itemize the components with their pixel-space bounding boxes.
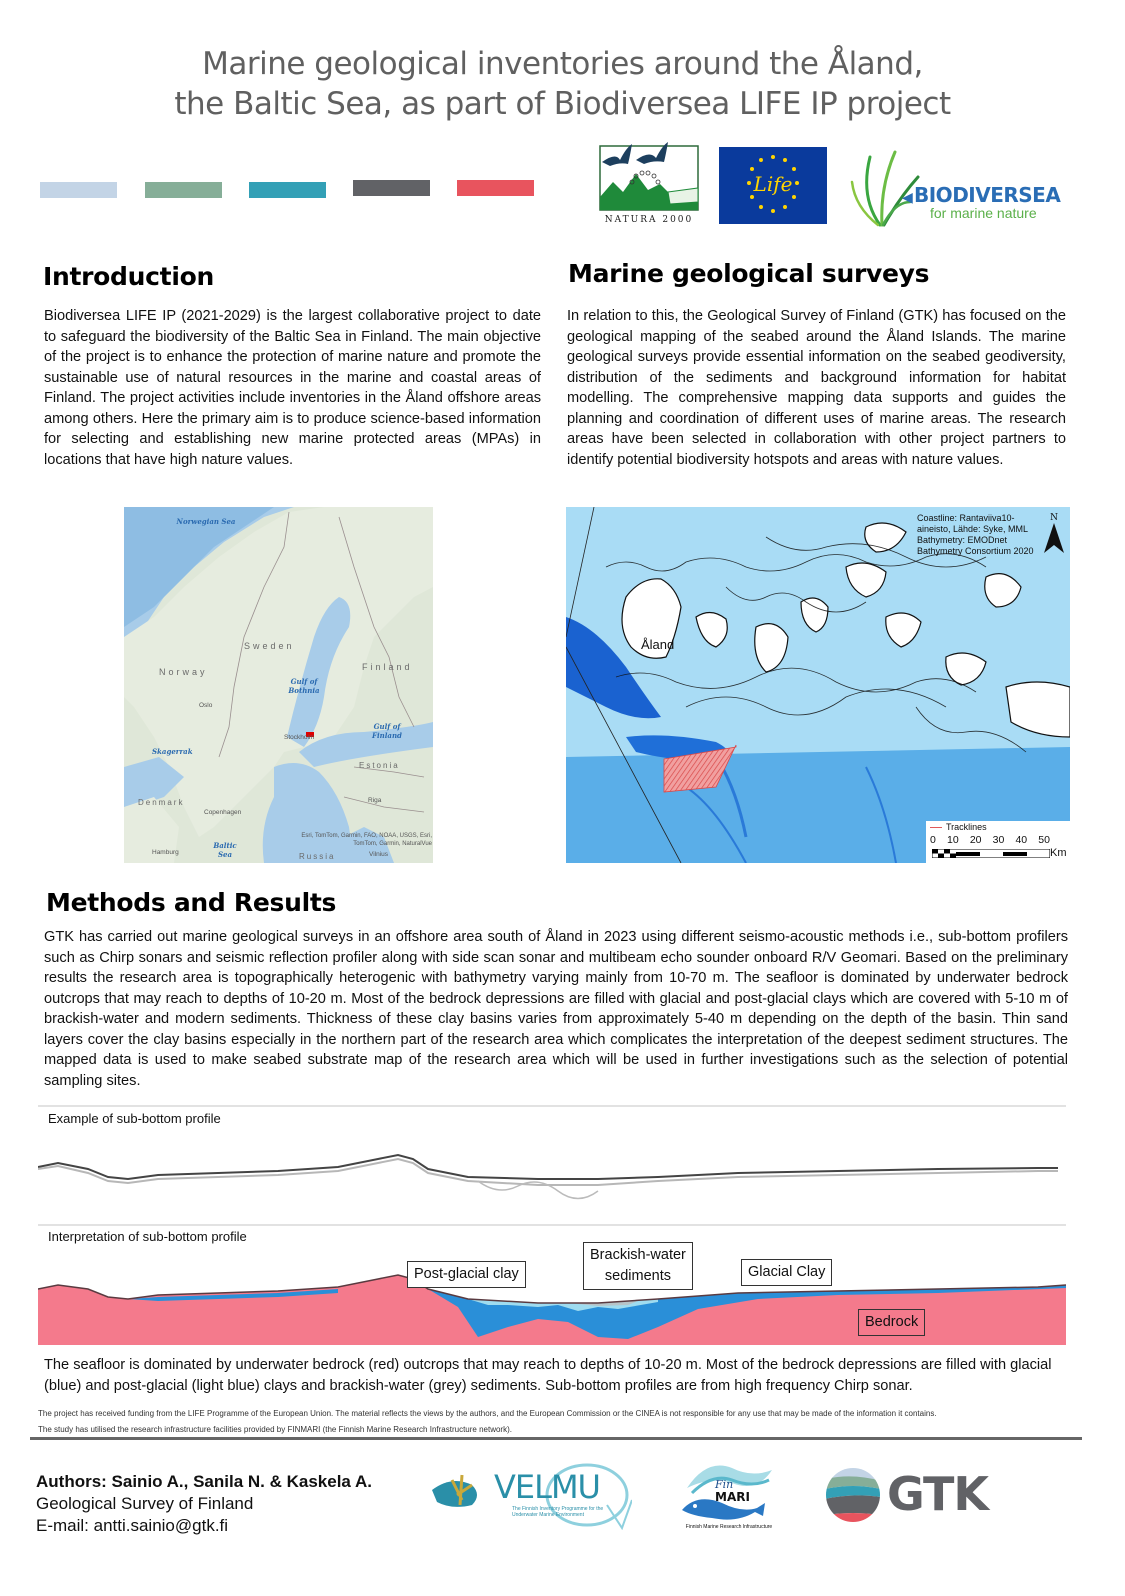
label-norwegian-sea: Norwegian Sea <box>176 517 236 526</box>
tracklines-legend: Tracklines <box>930 822 987 832</box>
organization: Geological Survey of Finland <box>36 1494 254 1513</box>
finmari-mari: MARI <box>715 1490 750 1504</box>
north-arrow-icon <box>1044 523 1064 553</box>
bathymetry-map-icon <box>566 507 1070 863</box>
trackline-swatch-icon <box>930 827 942 828</box>
gtk-globe-icon <box>825 1465 881 1525</box>
aland-label: Åland <box>641 637 675 652</box>
email-link[interactable]: E-mail: antti.sainio@gtk.fi <box>36 1516 229 1535</box>
methods-heading: Methods and Results <box>46 888 337 917</box>
velmu-logo <box>432 1460 632 1530</box>
callout-glacial-clay: Glacial Clay <box>741 1259 832 1286</box>
scale-unit: Km <box>1050 847 1067 859</box>
biodiversea-logo <box>850 147 1065 227</box>
profile-divider <box>38 1224 1066 1226</box>
label-skagerrak: Skagerrak <box>152 747 193 756</box>
gtk-wordmark: GTK <box>887 1467 988 1521</box>
label-finland: Finland <box>362 662 413 672</box>
poster-title <box>0 44 1125 124</box>
label-vilnius: Vilnius <box>369 851 389 858</box>
velmu-name: VELMU <box>494 1468 600 1506</box>
title-line-2: the Baltic Sea, as part of Biodiversea LIFE IP project <box>174 86 951 122</box>
footer-divider <box>30 1437 1082 1440</box>
biodiversea-tagline: for marine nature <box>930 205 1037 221</box>
interpretation-profile-label: Interpretation of sub-bottom profile <box>48 1229 247 1244</box>
scale-bar-icon <box>932 849 1050 858</box>
label-estonia: Estonia <box>359 761 400 770</box>
color-swatch-light-blue <box>40 182 117 198</box>
seagrass-icon <box>850 147 920 227</box>
eu-stars-icon <box>719 147 827 224</box>
label-oslo: Oslo <box>199 702 213 709</box>
funding-footnote: The project has received funding from the LIFE Programme of the European Union. The material reflects the views by the authors, and the European Commission or the CINEA is not responsible for any use that may be made of the information it contains. <box>38 1409 937 1418</box>
label-baltic-sea: Baltic Sea <box>213 841 237 859</box>
overview-map <box>124 507 433 863</box>
surveys-heading: Marine geological surveys <box>568 259 930 288</box>
title-line-1: Marine geological inventories around the Åland, <box>202 46 923 82</box>
finmari-logo <box>677 1458 777 1538</box>
label-stockholm: Stockholm <box>284 734 315 741</box>
finmari-footnote: The study has utilised the research infrastructure facilities provided by FINMARI (the Finnish Marine Research Infrastructure network). <box>38 1425 512 1434</box>
color-swatch-dark-grey <box>353 180 430 196</box>
fish-icon: ◀ <box>902 189 913 205</box>
callout-bedrock: Bedrock <box>858 1309 925 1336</box>
svg-text:NATURA 2000: NATURA 2000 <box>604 215 694 225</box>
biodiversea-name: BIODIVERSEA <box>914 183 1061 207</box>
label-gulf-of-finland: Gulf of Finland <box>372 722 402 740</box>
label-norway: Norway <box>159 667 208 677</box>
color-swatch-sage-green <box>145 182 222 198</box>
aland-bathymetry-map <box>566 507 1070 863</box>
north-arrow: N <box>1042 513 1066 558</box>
label-gulf-of-bothnia: Gulf of Bothnia <box>288 677 320 695</box>
introduction-text: Biodiversea LIFE IP (2021-2029) is the largest collaborative project to date to safeguard the biodiversity of the Baltic Sea in Finland. The main objective of the project is to enhance the protection of marine nature and promote the sustainable use of natural resources in the marine and coastal areas of Finland. The project activities include inventories in the Åland offshore areas among others. Here the primary aim is to produce science-based information for selecting and establishing new marine protected areas (MPAs) in locations that have high nature values. <box>44 308 541 468</box>
label-copenhagen: Copenhagen <box>204 809 242 816</box>
label-sweden: Sweden <box>244 641 295 651</box>
gtk-logo <box>825 1465 1015 1527</box>
color-swatch-teal <box>249 182 326 198</box>
map-legend-scale <box>926 821 1070 863</box>
velmu-subtitle: The Finnish Inventory Programme for the Underwater Marine Environment <box>512 1506 604 1518</box>
profile-figure <box>38 1105 1066 1345</box>
label-russia: Russia <box>299 852 336 861</box>
authors: Authors: Sainio A., Sanila N. & Kaskela A. <box>36 1472 372 1491</box>
color-swatch-coral-red <box>457 180 534 196</box>
finmari-ring-text: Finnish Marine Research Infrastructure <box>685 1524 773 1530</box>
natura-2000-logo <box>598 142 700 226</box>
svg-text:Life: Life <box>753 172 793 196</box>
label-denmark: Denmark <box>138 798 185 807</box>
map-attribution: Esri, TomTom, Garmin, FAO, NOAA, USGS, Esri, TomTom, Garmin, NaturalVue <box>301 833 432 847</box>
raw-profile-icon <box>38 1107 1066 1222</box>
label-hamburg: Hamburg <box>152 849 179 856</box>
scandinavia-map-icon <box>124 507 433 863</box>
map-credits: Coastline: Rantaviiva10- aineisto, Lähde: Syke, MML Bathymetry: EMODnet Bathymetry Consortium 2020 <box>917 513 1034 556</box>
label-riga: Riga <box>368 797 382 804</box>
profile-caption: The seafloor is dominated by underwater bedrock (red) outcrops that may reach to depths of 10-20 m. Most of the bedrock depressions are filled with glacial (blue) and post-glacial (light blue) clays and brackish-water (grey) sediments. Sub-bottom profiles are from high frequency Chirp sonar. <box>44 1357 1052 1394</box>
example-profile-label: Example of sub-bottom profile <box>48 1111 221 1126</box>
introduction-heading: Introduction <box>43 262 214 291</box>
callout-post-glacial-clay: Post-glacial clay <box>407 1261 526 1288</box>
finmari-fin: Fin <box>715 1478 734 1491</box>
methods-text: GTK has carried out marine geological surveys in an offshore area south of Åland in 2023 using different seismo-acoustic methods i.e., sub-bottom profilers such as Chirp sonars and seismic reflection profiler along with side scan sonar and multibeam echo sounder onboard R/V Geomari. Based on the preliminary results the research area is topographically heterogenic with bathymetry varying mainly from 10-70 m. The seafloor is dominated by underwater bedrock outcrops that may reach to depths of 10-20 m. Most of the bedrock depressions are filled with glacial and post-glacial clays which are covered with 5-10 m of brackish-water and modern sediments. Thickness of these clay basins varies from approximately 5-40 m depending on the depth of the basin. Thin sand layers cover the clay basins especially in the northern part of the research area which complicates the interpretation of the deepest sediment structures. The mapped data is used to make seabed substrate map of the research area which will be used in further investigations such as the selection of potential sampling sites. <box>44 929 1068 1089</box>
scale-ticks: 0 10 20 30 40 50 <box>930 834 1050 846</box>
callout-brackish-water-sediments: Brackish-water sediments <box>583 1242 693 1290</box>
natura-birds-icon <box>598 142 700 226</box>
surveys-text: In relation to this, the Geological Survey of Finland (GTK) has focused on the geological mapping of the seabed around the Åland Islands. The marine geological surveys provide essential information on the seabed geodiversity, distribution of the sediments and background information for habitat modelling. The comprehensive mapping data supports and guides the planning and coordination of different uses of marine areas. The research areas have been selected in collaboration with other project partners to identify potential biodiversity hotspots and areas with nature values. <box>567 308 1066 468</box>
eu-life-logo <box>719 147 827 224</box>
